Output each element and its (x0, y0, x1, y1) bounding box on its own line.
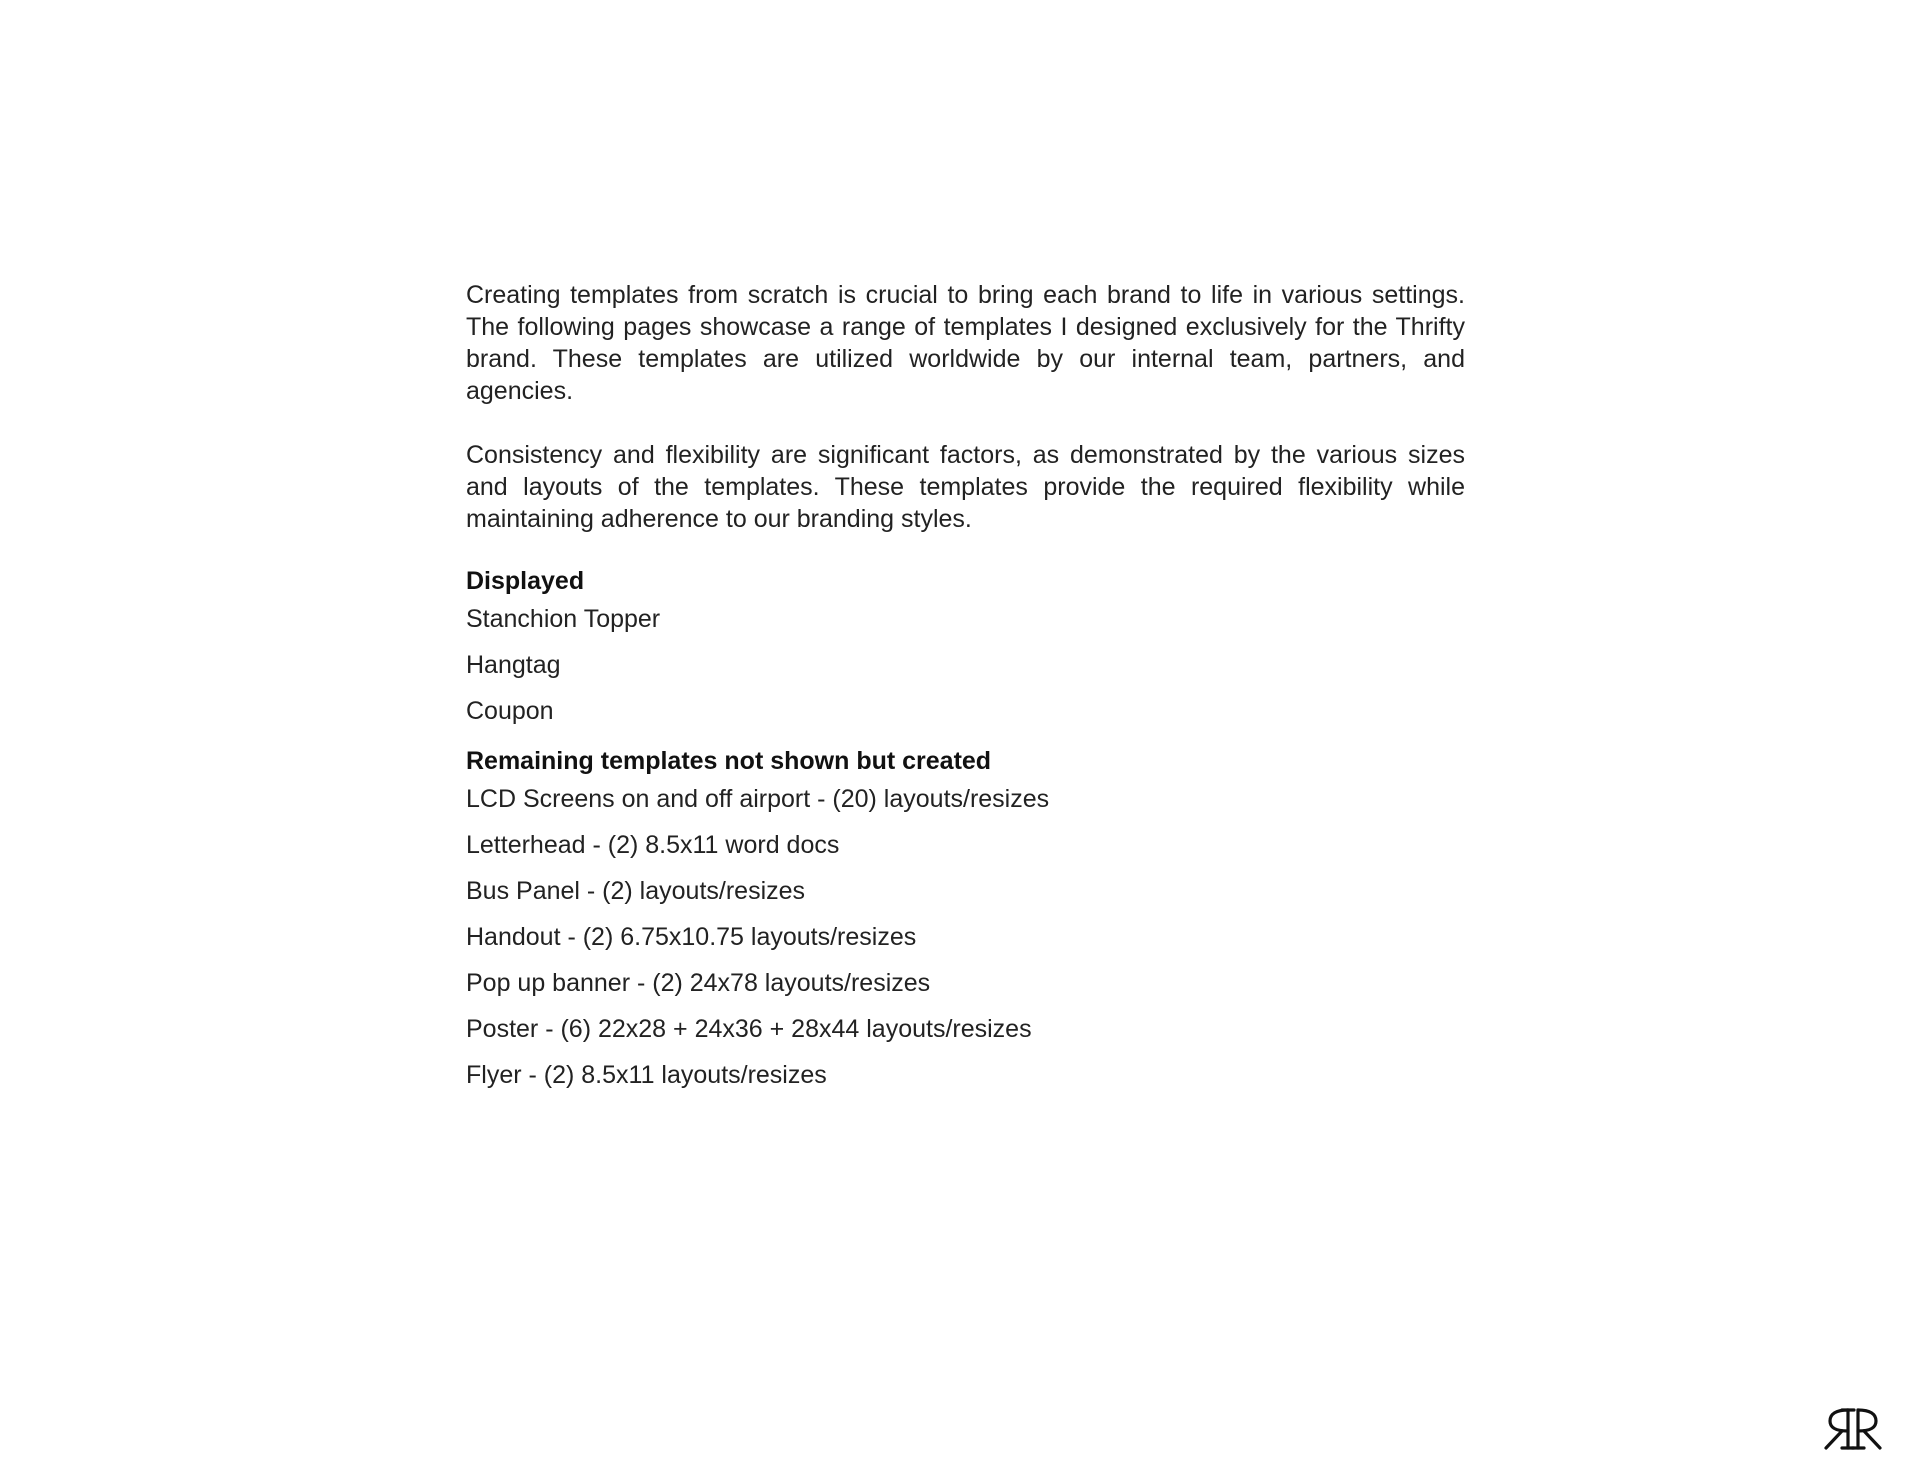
remaining-item: Letterhead - (2) 8.5x11 word docs (466, 831, 840, 859)
displayed-section (466, 565, 1465, 727)
displayed-item: Coupon (466, 697, 554, 725)
displayed-item: Stanchion Topper (466, 605, 661, 633)
remaining-section (466, 745, 1465, 1091)
remaining-item: Handout - (2) 6.75x10.75 layouts/resizes (466, 923, 917, 951)
remaining-item: Bus Panel - (2) layouts/resizes (466, 877, 806, 905)
intro-paragraph-2: Consistency and flexibility are significant factors, as demonstrated by the various sizes and layouts of the templates. These templates provide the required flexibility while maintaining adherence to our branding styles. (466, 441, 1465, 533)
displayed-item: Hangtag (466, 651, 561, 679)
remaining-heading: Remaining templates not shown but created (466, 747, 992, 775)
remaining-item: Pop up banner - (2) 24x78 layouts/resizes (466, 969, 931, 997)
remaining-item: Flyer - (2) 8.5x11 layouts/resizes (466, 1061, 827, 1089)
remaining-item: LCD Screens on and off airport - (20) layouts/resizes (466, 785, 1050, 813)
intro-paragraph-1: Creating templates from scratch is crucial to bring each brand to life in various settings. The following pages showcase a range of templates I designed exclusively for the Thrifty brand. These templates are utilized worldwide by our internal team, partners, and agencies. (466, 281, 1465, 405)
page-content (466, 279, 1465, 1091)
displayed-heading: Displayed (466, 567, 585, 595)
rr-monogram-logo-icon (1818, 1404, 1886, 1454)
remaining-item: Poster - (6) 22x28 + 24x36 + 28x44 layouts/resizes (466, 1015, 1032, 1043)
